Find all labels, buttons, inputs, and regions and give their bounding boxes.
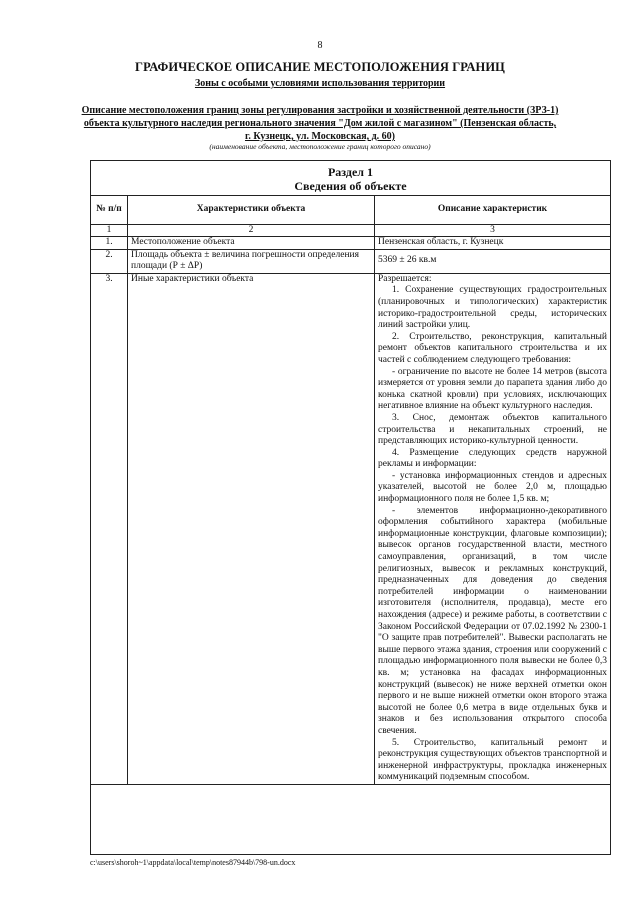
description-paragraph: 4. Размещение следующих средств наружной рекламы и информации: <box>378 447 607 470</box>
description-paragraph: - ограничение по высоте не более 14 метров (высота измеряется от уровня земли до парапета здания либо до конька скатной кровли) при условиях, исключающих негативное влияние на объект культурного наследия. <box>378 366 607 412</box>
document-subtitle: Зоны с особыми условиями использования территории <box>194 78 446 89</box>
description-paragraph: 5. Строительство, капитальный ремонт и реконструкция существующих объектов транспортной и инженерной инфраструктуры, прокладка инженерных коммуникаций подземным способом. <box>378 737 607 783</box>
row-description: Пензенская область, г. Кузнецк <box>375 237 611 250</box>
row-characteristic: Иные характеристики объекта <box>128 273 375 784</box>
column-index: 1 <box>91 225 128 237</box>
header-num: № п/п <box>91 196 128 225</box>
object-info-table <box>90 160 611 785</box>
header-description: Описание характеристик <box>375 196 611 225</box>
description-paragraph: 3. Снос, демонтаж объектов капитального строительства и некапитальных строений, не представляющих историко-культурной ценности. <box>378 412 607 447</box>
document-title: ГРАФИЧЕСКОЕ ОПИСАНИЕ МЕСТОПОЛОЖЕНИЯ ГРАНИЦ <box>135 60 505 74</box>
table-row <box>91 237 611 250</box>
section-subheading: Сведения об объекте <box>294 179 407 193</box>
row-description: 5369 ± 26 кв.м <box>375 249 611 273</box>
row-num: 2. <box>91 249 128 273</box>
column-index-row <box>91 225 611 237</box>
description-line: Описание местоположения границ зоны регулирования застройки и хозяйственной деятельности (ЗРЗ-1) <box>81 105 559 116</box>
row-description <box>375 273 611 784</box>
section-heading-cell <box>91 161 611 196</box>
description-line: г. Кузнецк, ул. Московская, д. 60) <box>244 131 395 142</box>
file-path-footer: c:\users\shoroh~1\appdata\local\temp\notes87944b\798-un.docx <box>90 858 296 867</box>
page-number: 8 <box>317 40 323 51</box>
description-paragraph: - установка информационных стендов и адресных указателей, высотой не более 2,0 м, площадью информационного поля не более 1,5 кв. м; <box>378 470 607 505</box>
description-note: (наименование объекта, местоположение границ которого описано) <box>209 142 431 151</box>
table-row <box>91 273 611 784</box>
description-paragraph: 1. Сохранение существующих градостроительных (планировочных и типологических) характеристик историко-градостроительной среды, исторических линий застройки улиц. <box>378 285 607 331</box>
row-characteristic: Площадь объекта ± величина погрешности определения площади (Р ± ΔР) <box>128 249 375 273</box>
object-description <box>80 104 560 143</box>
row-num: 1. <box>91 237 128 250</box>
section-heading: Раздел 1 <box>327 165 374 179</box>
row-characteristic: Местоположение объекта <box>128 237 375 250</box>
description-intro: Разрешается: <box>378 273 432 284</box>
table-row <box>91 249 611 273</box>
section-heading-row <box>91 161 611 196</box>
description-line: объекта культурного наследия регионального значения "Дом жилой с магазином" (Пензенская область, <box>83 118 557 129</box>
header-characteristic: Характеристики объекта <box>128 196 375 225</box>
column-index: 3 <box>375 225 611 237</box>
row-num: 3. <box>91 273 128 784</box>
description-paragraph: 2. Строительство, реконструкция, капитальный ремонт объектов капитального строительства и их частей с соблюдением следующего требования: <box>378 331 607 365</box>
description-paragraph: - элементов информационно-декоративного оформления событийного характера (мобильные информационные конструкции, флаговые композиции); вывесок органов государственной власти, местного самоуправления, организаций, в том числе религиозных, вывесок и рекламных конструкций, предназначенных для доведения до сведения потребителей информации о наименовании изготовителя (исполнителя, продавца), месте его нахождения (адресе) и режиме работы, в соответствии с Законом Российской Федерации от 07.02.1992 № 2300-1 "О защите прав потребителей". Вывески располагать не выше первого этажа здания, строения или сооружений с площадью информационного поля вывески не более 0,3 кв. м; установка на фасадах информационных конструкций (вывесок) не ниже верхней отметки окон первого и не выше нижней отметки окон второго этажа высотой не более 0,6 метра в виде отдельных букв и знаков и без использования открытого способа свечения. <box>378 505 607 736</box>
column-index: 2 <box>128 225 375 237</box>
header-row <box>91 196 611 225</box>
